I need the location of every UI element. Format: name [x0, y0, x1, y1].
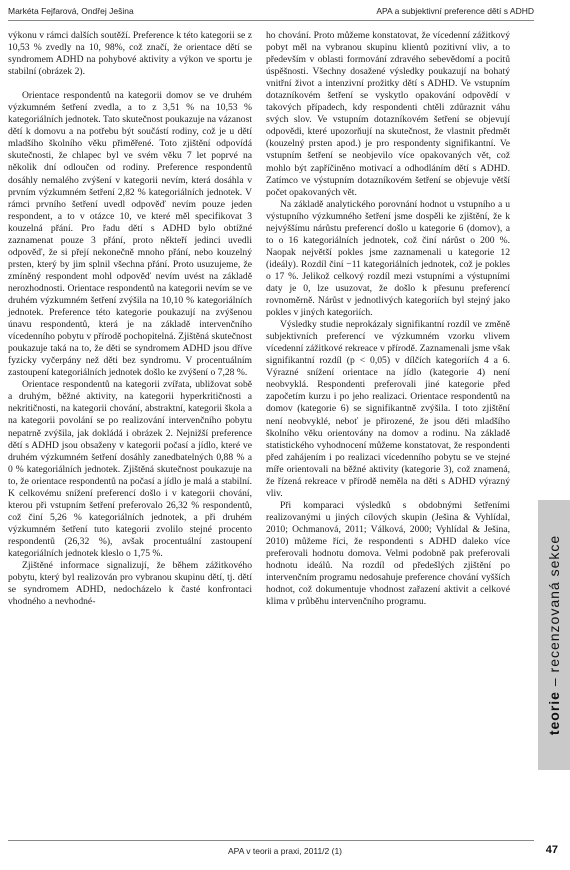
left-paragraph-3: Orientace respondentů na kategorii zvířata, ubližovat sobě a druhým, běžné aktivity, na kategorii hyperkritičnosti a nekritičnosti, na kategorii chování, abstraktní, kategorii škola a na kategorii povolání se po realizování intervenčního pobytu nepatrně zvýšila, jak dokládá i obrázek 2. Nejnižší preference dětí s ADHD jsou obsaženy v kategorii počasí a jídlo, které ve druhém výzkumném šetření dosáhly zanedbatelných 0,88 % a 0 % kategoriálních jednotek. Zjištěná skutečnost poukazuje na to, že orientace respondentů na počasí a jídlo je malá a stabilní. K celkovému snížení preferencí došlo i v kategorii chování, kterou při vstupním šetření preferovalo 26,32 % respondentů, což činí 5,26 % kategoriálních jednotek, a při druhém výzkumném šetření tuto kategorii zvolilo stejné procento respondentů (26,32 %), avšak procentuální zastoupení kategoriálních jednotek kleslo o 1,75 %.	[8, 379, 252, 559]
right-paragraph-1: ho chování. Proto můžeme konstatovat, že vícedenní zážitkový pobyt měl na vybranou skupinu klientů pozitivní vliv, a to především v oblasti formování zdravého sebevědomí a pocitů úspěšnosti. Všechny dosažené výsledky poukazují na bohatý vnitřní život a intenzivní prožitky dětí s ADHD. Ve vstupním dotazníkovém šetření se vyskytlo opakování odpovědí v takových případech, kdy respondenti chtěli zdůraznit váhu svých slov. Ve vstupním dotazníkovém šetření se objevují odpovědi, které upozorňují na skutečnost, že vlastnit předmět (kouzelný prsten apod.) je pro respondenty signifikantní. Ve vstupním šetření se neobjevilo více opakovaných vět, což mohlo být zapříčiněno motivací a odhodláním dětí s ADHD. Zatímco ve výstupním dotazníkovém šetření se objevuje větší počet opakovaných vět.	[266, 30, 510, 198]
header-divider	[8, 20, 534, 21]
section-label-separator: –	[546, 672, 562, 692]
header-authors: Markéta Fejfarová, Ondřej Ješina	[8, 6, 134, 16]
left-paragraph-4: Zjištěné informace signalizují, že během zážitkového pobytu, který byl realizován pro vybranou skupinu dětí, tj. dětí se syndromem ADHD, nedocházelo k časté konfrontaci vhodného a nevhodné-	[8, 560, 252, 608]
right-text-column	[266, 30, 510, 608]
section-side-label	[538, 500, 570, 770]
section-label-light: recenzovaná sekce	[546, 534, 562, 673]
right-paragraph-4: Při komparaci výsledků s obdobnými šetřeními realizovanými u jiných cílových skupin (Ješina & Vyhlídal, 2010; Ochmanová, 2011; Válková, 2000; Vyhlídal & Ješina, 2010) můžeme říci, že respondenti s ADHD daleko více preferovali hodnotu domova. Velmi podobně pak preferovali hodnotu ideálů. Na rozdíl od předešlých zjištění po intervenčním programu nedosahuje preference chování vyšších hodnot, což dokumentuje vhodnost zařazení aktivit a celkové klima v průběhu intervenčního programu.	[266, 499, 510, 608]
section-label-bold: teorie	[546, 691, 562, 736]
left-paragraph-1: výkonu v rámci dalších soutěží. Preference k této kategorii se z 10,53 % zvedly na 10, 98%, což značí, že orientace dětí se syndromem ADHD na pohybové aktivity a výkon ve sportu je stabilní (obrázek 2).	[8, 30, 252, 78]
section-label-text	[546, 535, 562, 735]
right-paragraph-3: Výsledky studie neprokázaly signifikantní rozdíl ve změně subjektivních preferencí ve výzkumném vzorku vlivem vícedenní zážitkové rekreace v přírodě. Zaznamenali jsme však signifikantní rozdíl (p < 0,05) v dílčích kategoriích 4 a 6. Výrazné snížení orientace na jídlo (kategorie 4) není neobvyklá. Respondenti preferovali jiné kategorie před započetím kurzu i po jeho realizaci. Orientace respondentů na domov (kategorie 6) se signifikantně zvýšila. I toto zjištění není neobvyklé, neboť je přirozené, že jsou děti mladšího školního věku orientovány na domov a rodinu. Na základě statistického vyhodnocení můžeme konstatovat, že respondenti před zahájením i po realizaci vícedenního pobytu se ve stejné míře orientovali na běžné aktivity (kategorie 3), což znamená, že řízená rekreace v přírodě neměla na děti s ADHD výrazný vliv.	[266, 319, 510, 499]
left-text-column	[8, 30, 252, 608]
header-running-title: APA a subjektivní preference dětí s ADHD	[376, 6, 534, 16]
left-paragraph-2: Orientace respondentů na kategorii domov se ve druhém výzkumném šetření zvedla, a to z 3,51 % na 10,53 % kategoriálních jednotek. Tato skutečnost poukazuje na vázanost dětí k domovu a na potřebu být součástí rodiny, což je u dětí mladšího školního věku přiměřené. Toto zjištění odpovídá skutečnosti, že chlapec byl ve svém věku 7 let poprvé na několik dní odloučen od rodiny. Preference respondentů dosáhly nemalého zvýšení v kategorii nevím, která dosáhla v prvním výzkumném šetření 2,82 % kategoriálních jednotek. V rámci prvního šetření uvedl odpověď nevím pouze jeden respondent, a to v otázce 10, ve které měl specifikovat 3 kouzelná přání. Pro řadu dětí s ADHD bylo obtížné zaznamenat pouze 3 přání, proto někteří jedinci uvedli odpověď, že si přejí nekonečně mnoho přání, nebo kouzelný prsten, který by jim splnil všechna přání. Proto usuzujeme, že zmíněný respondent mohl odpověď nevím uvést na základě nerozhodnosti. Orientace respondentů na kategorii nevím se ve druhém výzkumném šetření zvýšila na 10,10 % kategoriálních jednotek. Preference této kategorie poukazují na zvýšenou únavu respondentů, která je na základě intervenčního vícedenního pobytu v přírodě pochopitelná. Zjištěná skutečnost poukazuje taká na to, že děti se syndromem ADHD jsou dříve fyzicky vyčerpány než děti bez syndromu. V procentuálním zastoupení kategoriálních jednotek došlo ke zvýšení o 7,28 %.	[8, 90, 252, 379]
footer-journal: APA v teorii a praxi, 2011/2 (1)	[227, 846, 343, 856]
footer-divider	[8, 840, 534, 841]
page-footer	[8, 846, 562, 862]
page-number: 47	[545, 844, 558, 856]
right-paragraph-2: Na základě analytického porovnání hodnot u vstupního a u výstupního výzkumného šetření jsme dospěli ke zjištění, že k nejvýššímu nárůstu preferencí došlo u kategorie 6 (domov), a to o 16 kategoriálních jednotek, což činí nárůst o 200 %. Naopak největší pokles jsme zaznamenali u kategorie 12 (ideály). Rozdíl činí −11 kategoriálních jednotek, což je pokles o 17 %. Jelikož celkový rozdíl mezi vstupními a výstupními daty je 0, lze usuzovat, že došlo k přesunu preferencí rovnoměrně. Nárůst v jednotlivých kategoriích byl stejný jako pokles v jiných kategoriích.	[266, 198, 510, 319]
